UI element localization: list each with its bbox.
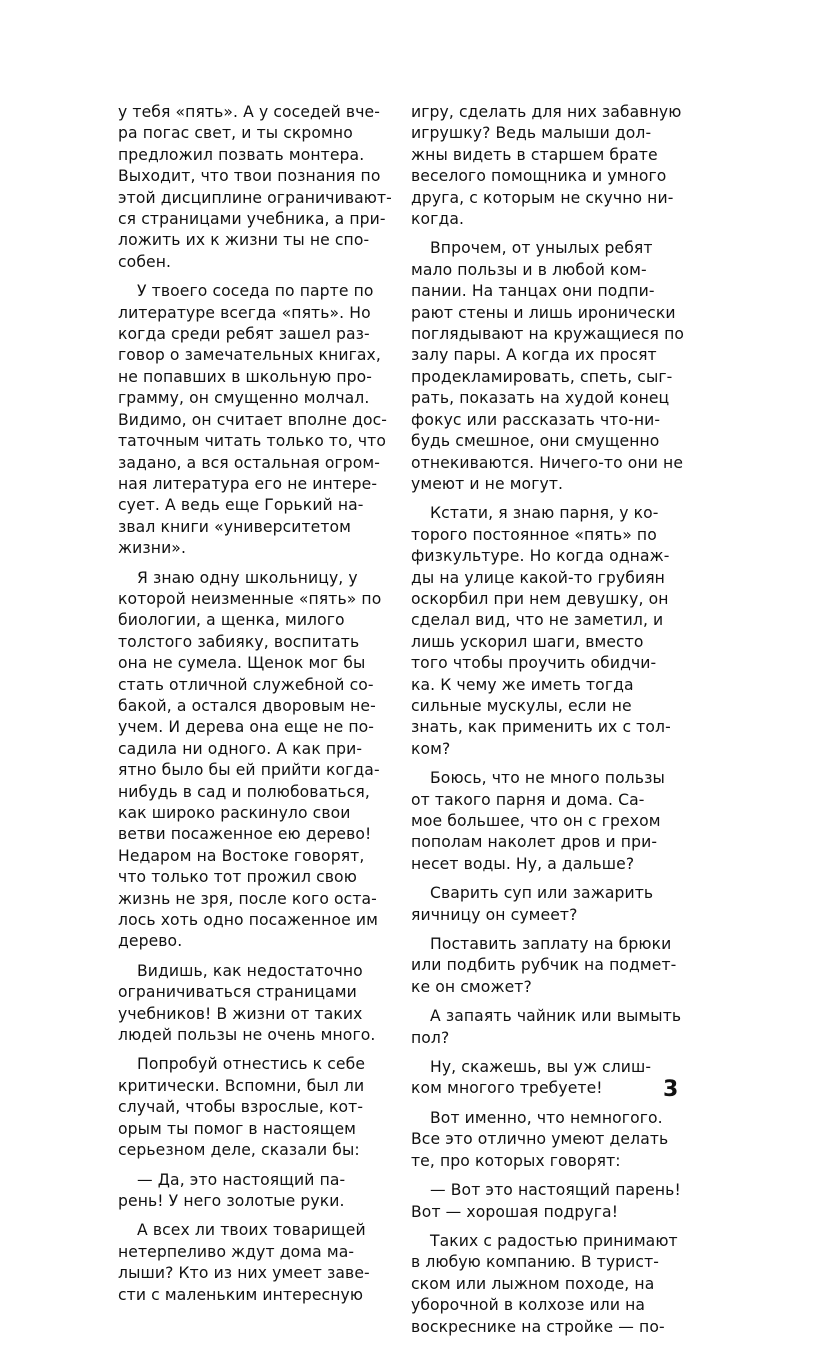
paragraph: у тебя «пять». А у соседей вче- ра погас свет, и ты скромно предложил позвать монтера. Выходит, что твои познания по этой дисциплине ограничивают- ся страницами учебника, а при- ложить их к жизни ты не спо- собен. — [118, 103, 392, 271]
page-number: 3 — [663, 1077, 679, 1102]
paragraph: Впрочем, от унылых ребят мало пользы и в любой ком- пании. На танцах они подпи- рают стены и лишь иронически поглядывают на кружащиеся по залу пары. А когда их просят продекламировать, спеть, сыг- рать, показать на худой конец фокус или рассказать что-ни- будь смешное, они смущенно отнекиваются. Ничего-то они не умеют и не могут. — [411, 239, 685, 493]
paragraph: Я знаю одну школьницу, у которой неизменные «пять» по биологии, а щенка, милого толстого забияку, воспитать она не сумела. Щенок мог бы стать отличной служебной со- бакой, а остался дворовым не- учем. И дерева она еще не по- садила ни одного. А как при- ятно было бы ей прийти когда- нибудь в сад и полюбоваться, как широко раскинуло свои ветви посаженное ею дерево! Недаром на Востоке говорят, что только тот прожил свою жизнь не зря, после кого оста- лось хоть одно посаженное им дерево. — [118, 568, 382, 951]
paragraph: Кстати, я знаю парня, у ко- торого постоянное «пять» по физкультуре. Но когда однаж- ды на улице какой-то грубиян оскорбил при нем девушку, он сделал вид, что не заметил, и лишь ускорил шаги, вместо того чтобы проучить обидчи- ка. К чему же иметь тогда сильные мускулы, если не знать, как применить их с тол- ком? — [411, 504, 671, 758]
paragraph: А всех ли твоих товарищей нетерпеливо ждут дома ма- лыши? Кто из них умеет заве- сти с маленьким интересную — [118, 1221, 370, 1304]
paragraph: У твоего соседа по парте по литературе всегда «пять». Но когда среди ребят зашел раз- говор о замечательных книгах, не попавших в школьную про- грамму, он смущенно молчал. Видимо, он считает вполне дос- таточным читать только то, что задано, а вся остальная огром- ная литература его не интере- сует. А ведь еще Горький на- звал книги «университетом жизни». — [118, 282, 388, 558]
paragraph: Попробуй отнестись к себе критически. Вспомни, был ли случай, чтобы взрослые, кот- орым ты помог в настоящем серьезном деле, сказали бы: — [118, 1055, 366, 1160]
paragraph: — Да, это настоящий па- рень! У него золотые руки. — [118, 1170, 346, 1210]
paragraph: Поставить заплату на брюки или подбить рубчик на подмет- ке он сможет? — [411, 935, 677, 996]
paragraph: — Вот это настоящий парень! Вот — хорошая подруга! — [411, 1181, 681, 1221]
paragraph: Вот именно, что немногого. Все это отлично умеют делать те, про которых говорят: — [411, 1108, 669, 1170]
paragraph: Сварить суп или зажарить яичницу он сумеет? — [411, 884, 654, 924]
right-column — [411, 102, 699, 1346]
paragraph: Видишь, как недостаточно ограничиваться страницами учебников! В жизни от таких людей пользы не очень много. — [118, 961, 376, 1045]
left-column — [118, 102, 406, 1314]
paragraph: А запаять чайник или вымыть пол? — [411, 1007, 682, 1047]
paragraph: Таких с радостью принимают в любую компанию. В турист- ском или лыжном походе, на уборочной в колхозе или на воскреснике на стройке — по- — [411, 1231, 678, 1336]
paragraph: Боюсь, что не много пользы от такого парня и дома. Са- мое большее, что он с грехом пополам наколет дров и при- несет воды. Ну, а дальше? — [411, 769, 665, 873]
paragraph: Ну, скажешь, вы уж слиш- ком многого требуете! — [411, 1058, 652, 1098]
paragraph: игру, сделать для них забавную игрушку? Ведь малыши дол- жны видеть в старшем брате веселого помощника и умного друга, с которым не скучно ни- когда. — [411, 103, 682, 229]
